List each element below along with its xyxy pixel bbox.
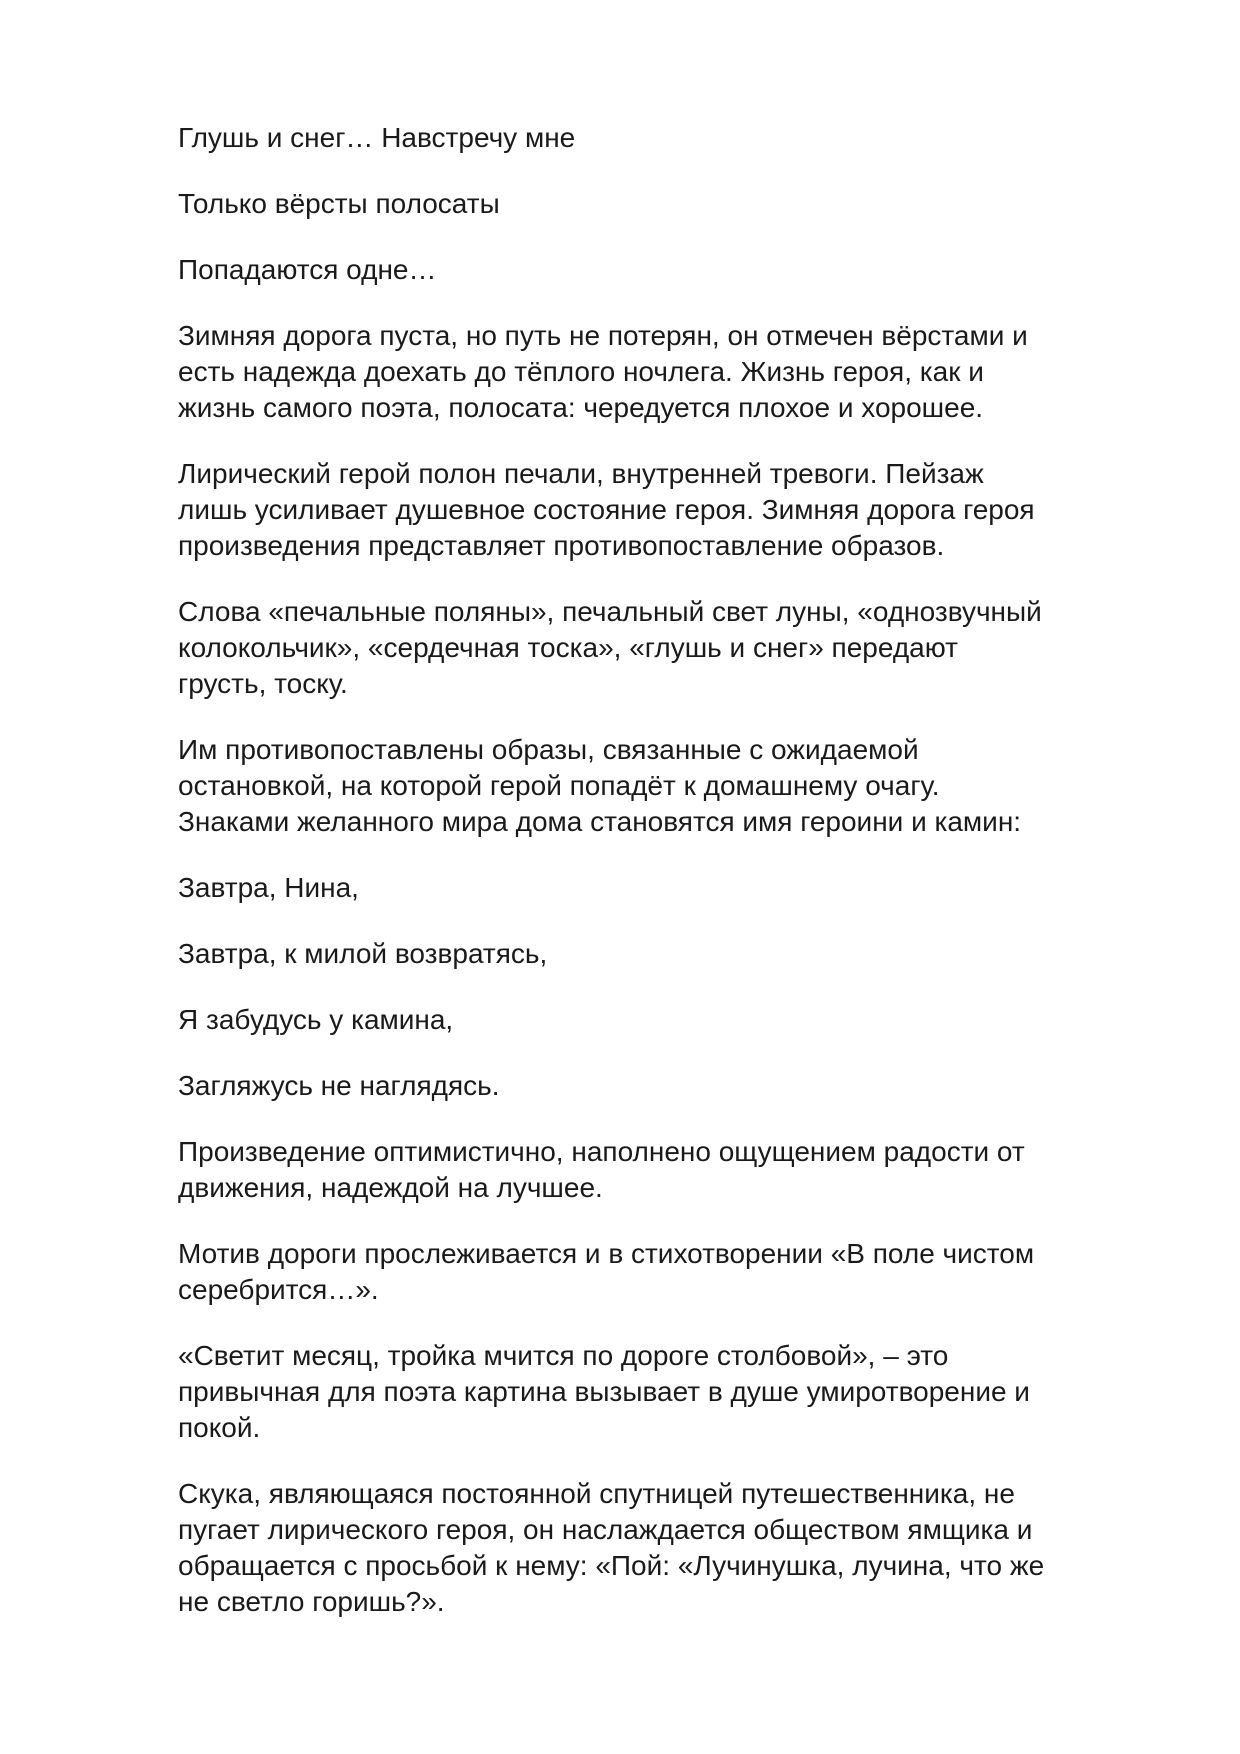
text-line: лишь усиливает душевное состояние героя. Зимняя дорога героя <box>178 494 1035 525</box>
text-line: «Светит месяц, тройка мчится по дороге столбовой», – это <box>178 1340 949 1371</box>
text-line: Произведение оптимистично, наполнено ощущением радости от <box>178 1136 1025 1167</box>
text-line: серебрится…». <box>178 1274 379 1305</box>
paragraph <box>178 1002 1178 1038</box>
text-line: Я забудусь у камина, <box>178 1004 454 1035</box>
text-line: Завтра, Нина, <box>178 872 359 903</box>
paragraph <box>178 1068 1178 1104</box>
text-line: Загляжусь не наглядясь. <box>178 1070 500 1101</box>
paragraph <box>178 1236 1178 1308</box>
text-line: есть надежда доехать до тёплого ночлега. Жизнь героя, как и <box>178 356 984 387</box>
paragraph <box>178 456 1178 564</box>
document-body <box>178 120 1178 1650</box>
paragraph <box>178 1476 1178 1620</box>
text-line: Лирический герой полон печали, внутренней тревоги. Пейзаж <box>178 458 984 489</box>
text-line: Мотив дороги прослеживается и в стихотворении «В поле чистом <box>178 1238 1035 1269</box>
text-line: пугает лирического героя, он наслаждается обществом ямщика и <box>178 1514 1033 1545</box>
text-line: не светло горишь?». <box>178 1586 445 1617</box>
text-line: привычная для поэта картина вызывает в душе умиротворение и <box>178 1376 1030 1407</box>
text-line: колокольчик», «сердечная тоска», «глушь и снег» передают <box>178 632 958 663</box>
paragraph <box>178 936 1178 972</box>
paragraph <box>178 594 1178 702</box>
text-line: Им противопоставлены образы, связанные с ожидаемой <box>178 734 919 765</box>
text-line: движения, надеждой на лучшее. <box>178 1172 603 1203</box>
text-line: Знаками желанного мира дома становятся имя героини и камин: <box>178 806 1022 837</box>
text-line: остановкой, на которой герой попадёт к домашнему очагу. <box>178 770 940 801</box>
text-line: обращается с просьбой к нему: «Пой: «Лучинушка, лучина, что же <box>178 1550 1045 1581</box>
text-line: Попадаются одне… <box>178 254 437 285</box>
text-line: Слова «печальные поляны», печальный свет луны, «однозвучный <box>178 596 1042 627</box>
paragraph <box>178 120 1178 156</box>
paragraph <box>178 870 1178 906</box>
text-line: покой. <box>178 1412 261 1443</box>
text-line: Только вёрсты полосаты <box>178 188 500 219</box>
paragraph <box>178 732 1178 840</box>
paragraph <box>178 186 1178 222</box>
paragraph <box>178 1134 1178 1206</box>
text-line: грусть, тоску. <box>178 668 348 699</box>
paragraph <box>178 1338 1178 1446</box>
paragraph <box>178 318 1178 426</box>
text-line: Скука, являющаяся постоянной спутницей путешественника, не <box>178 1478 1015 1509</box>
text-line: произведения представляет противопоставление образов. <box>178 530 945 561</box>
text-line: Завтра, к милой возвратясь, <box>178 938 548 969</box>
text-line: Глушь и снег… Навстречу мне <box>178 122 576 153</box>
text-line: Зимняя дорога пуста, но путь не потерян, он отмечен вёрстами и <box>178 320 1028 351</box>
paragraph <box>178 252 1178 288</box>
text-line: жизнь самого поэта, полосата: чередуется плохое и хорошее. <box>178 392 984 423</box>
